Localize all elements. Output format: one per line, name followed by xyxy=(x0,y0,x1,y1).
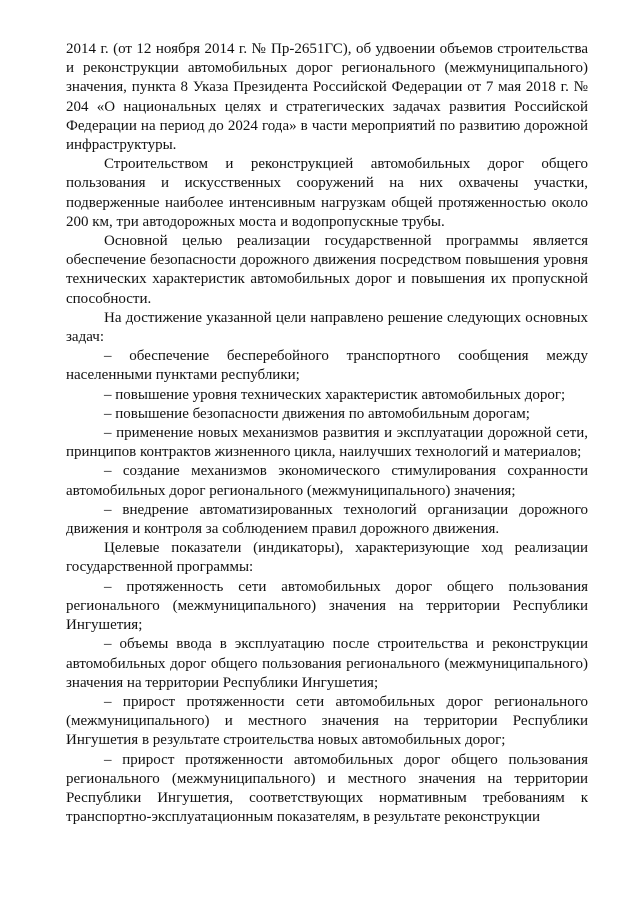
document-page xyxy=(66,40,588,827)
paragraph-decree-references: 2014 г. (от 12 ноября 2014 г. № Пр-2651ГС), об удвоении объемов строительства и реконструкции автомобильных дорог регионального (межмуниципального) значения, пункта 8 Указа Президента Российской Федерации от 7 мая 2018 г. № 204 «О национальных целях и стратегических задачах развития Российской Федерации на период до 2024 года» в части мероприятий по развитию дорожной инфраструктуры. xyxy=(66,41,588,154)
indicator-item: – объемы ввода в эксплуатацию после строительства и реконструкции автомобильных дорог общего пользования регионального (межмуниципального) значения на территории Республики Ингушетия; xyxy=(66,636,588,691)
paragraph-indicators-intro: Целевые показатели (индикаторы), характеризующие ход реализации государственной программы: xyxy=(66,540,588,576)
paragraph-construction-coverage: Строительством и реконструкцией автомобильных дорог общего пользования и искусственных сооружений на них охвачены участки, подверженные наиболее интенсивным нагрузкам общей протяженностью около 200 км, три автодорожных моста и водопропускные трубы. xyxy=(66,156,588,230)
task-item: – применение новых механизмов развития и эксплуатации дорожной сети, принципов контрактов жизненного цикла, наилучших технологий и материалов; xyxy=(66,425,588,461)
indicator-item: – прирост протяженности автомобильных дорог общего пользования регионального (межмуниципального) и местного значения на территории Республики Ингушетия, соответствующих нормативным требованиям к транспортно-эксплуатационным показателям, в результате реконструкции xyxy=(66,751,588,826)
task-item: – создание механизмов экономического стимулирования сохранности автомобильных дорог регионального (межмуниципального) значения; xyxy=(66,463,588,499)
paragraph-tasks-intro: На достижение указанной цели направлено решение следующих основных задач: xyxy=(66,309,588,346)
task-item: – повышение уровня технических характеристик автомобильных дорог; xyxy=(104,386,566,403)
indicator-item: – протяженность сети автомобильных дорог общего пользования регионального (межмуниципального) значения на территории Республики Ингушетия; xyxy=(66,578,588,634)
paragraph-main-goal: Основной целью реализации государственной программы является обеспечение безопасности дорожного движения посредством повышения уровня технических характеристик автомобильных дорог и повышения их пропускной способности. xyxy=(66,233,588,307)
indicator-item: – прирост протяженности сети автомобильных дорог регионального (межмуниципального) и местного значения на территории Республики Ингушетия в результате строительства новых автомобильных дорог; xyxy=(66,693,588,749)
task-item: – внедрение автоматизированных технологий организации дорожного движения и контроля за соблюдением правил дорожного движения. xyxy=(66,501,588,538)
task-item: – обеспечение бесперебойного транспортного сообщения между населенными пунктами республики; xyxy=(66,348,588,384)
task-item: – повышение безопасности движения по автомобильным дорогам; xyxy=(104,405,530,422)
